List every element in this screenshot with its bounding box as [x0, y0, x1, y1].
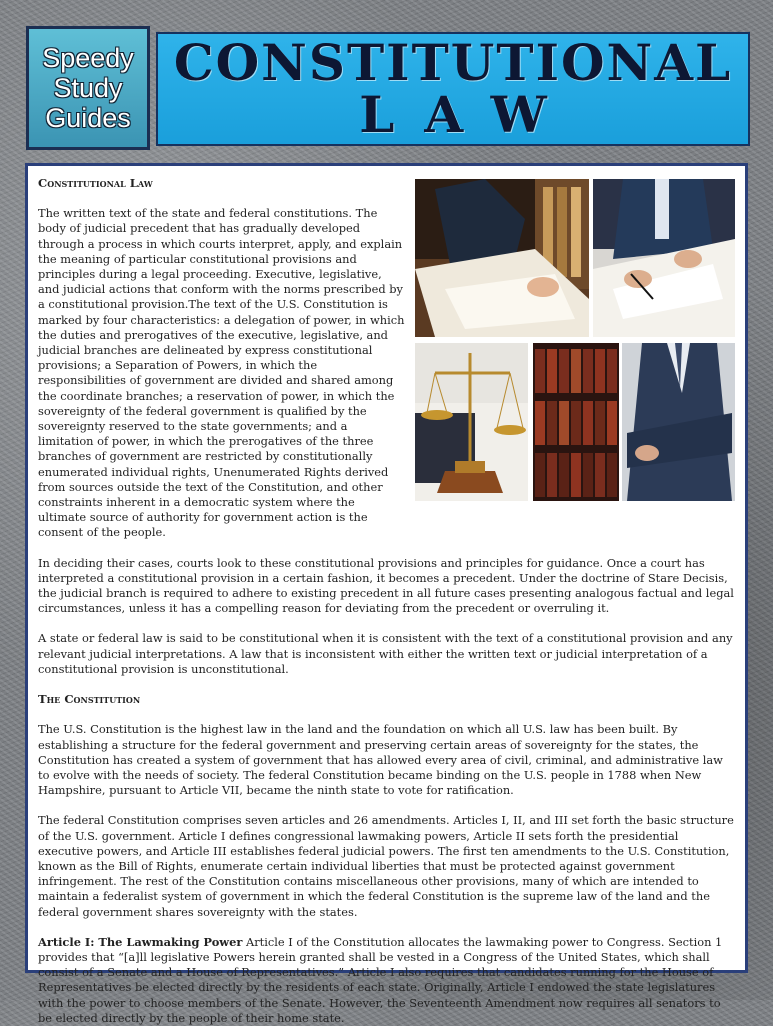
paragraph: The written text of the state and federal constitutions. The body of judicial precedent that has gradually developed through a process in which courts interpret, apply, and explain the meaning of particular constitutional provisions and principles during a legal proceeding. Executive, legislative, and judicial actions that conform with the norms prescribed by a constitutional provision.The text of the U.S. Constitution is marked by four characteristics: a delegation of power, in which the duties and prerogatives of the executive, legislative, and judicial branches are delineated by express constitutional provisions; a Separation of Powers, in which the responsibilities of government are divided and shared among the coordinate branches; a reservation of power, in which the sovereignty of the federal government is qualified by the sovereignty reserved to the state governments; and a limitation of power, in which the prerogatives of the three branches of government are restricted by constitutionally enumerated individual rights, Unenumerated Rights derived from sources outside the text of the Constitution, and other constraints inherent in a democratic system where the ultimate source of authority for government action is the consent of the people. — [38, 206, 405, 540]
logo-line-1: Speedy — [42, 43, 134, 73]
paragraph-body: Article I of the Constitution allocates the lawmaking power to Congress. Section 1 provides that “[a]ll legislative Powers herein granted shall be vested in a Congress of the United States, which shall consist of a Senate and a House of Representatives.” Article I also requires that candidates running for the House of Representatives be elected directly by the residents of each state. Originally, Article I endowed the state legislatures with the power to choose members of the Senate. However, the Seventeenth Amendment now requires all senators to be elected directly by the people of their home state. — [38, 934, 723, 1025]
photo-collage — [415, 179, 735, 501]
paragraph: In deciding their cases, courts look to these constitutional provisions and principles for guidance. Once a court has interpreted a constitutional provision in a certain fashion, it becomes a precedent. Under the doctrine of Stare Decisis, the judicial branch is required to adhere to existing precedent in all future cases presenting analogous factual and legal circumstances, unless it has a compelling reason for deviating from the precedent or overruling it. — [38, 555, 734, 616]
run-in-heading-article-i: Article I: The Lawmaking Power — [38, 934, 243, 949]
photo-scales-of-justice — [415, 343, 528, 501]
photo-lawyer-portrait — [622, 343, 735, 501]
section-heading-constitutional-law: Constitutional Law — [38, 176, 153, 190]
photo-signing-document — [593, 179, 735, 337]
logo-line-2: Study — [53, 73, 123, 103]
content-panel — [25, 163, 748, 1025]
paragraph: The federal Constitution comprises seven articles and 26 amendments. Articles I, II, and III set forth the basic structure of the U.S. government. Article I defines congressional lawmaking powers, Article II sets forth the presidential executive powers, and Article III establishes federal judicial powers. The first ten amendments to the U.S. Constitution, known as the Bill of Rights, enumerate certain individual liberties that must be protected against government infringement. The rest of the Constitution contains miscellaneous other provisions, many of which are intended to maintain a federalist system of government in which the federal Constitution is the supreme law of the land and the federal government shares sovereignty with the states. — [38, 813, 734, 919]
paragraph-article-i — [38, 935, 735, 1026]
paragraph: A state or federal law is said to be constitutional when it is consistent with the text of a constitutional provision and any relevant judicial interpretations. A law that is inconsistent with either the written text or judicial interpretation of a constitutional provision is unconstitutional. — [38, 631, 733, 676]
title-banner — [156, 32, 750, 146]
logo-line-3: Guides — [45, 103, 131, 133]
paragraph: The U.S. Constitution is the highest law in the land and the foundation on which all U.S. law has been built. By establishing a structure for the federal government and preserving certain areas of sovereignty for the states, the Constitution has created a system of government that has allowed every area of civil, criminal, and administrative law to evolve with the needs of society. The federal Constitution became binding on the U.S. people in 1788 when New Hampshire, pursuant to Article VII, became the ninth state to vote for ratification. — [38, 722, 723, 798]
title-line-1: CONSTITUTIONAL — [173, 33, 733, 92]
title-line-2: LAW — [359, 85, 577, 144]
photo-lawyer-papers — [415, 179, 589, 337]
section-heading-the-constitution: The Constitution — [38, 692, 141, 707]
speedy-study-guides-logo — [26, 26, 150, 150]
photo-law-books — [533, 343, 619, 501]
